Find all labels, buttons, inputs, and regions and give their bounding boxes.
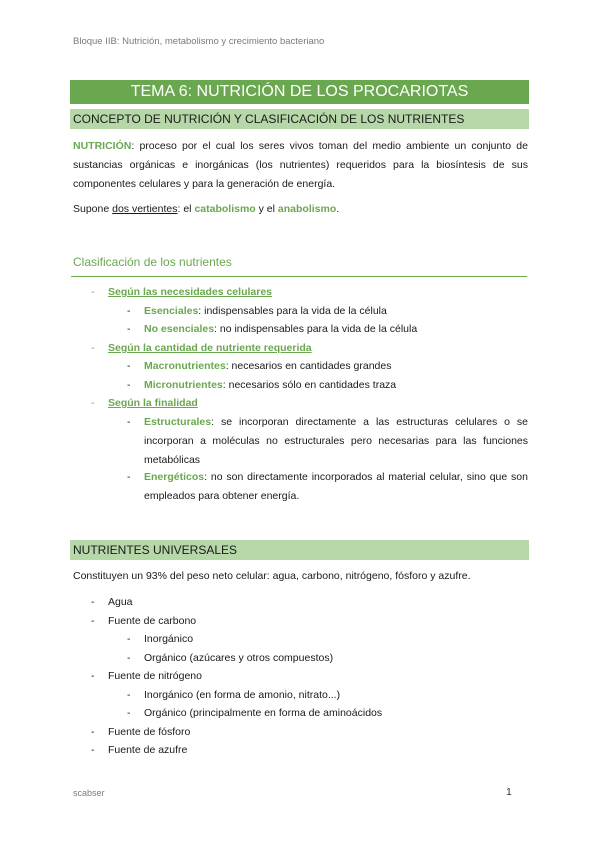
dash-bullet: - [127, 689, 131, 701]
dash-bullet: - [91, 670, 95, 682]
group-label-text: Según las necesidades celulares [108, 286, 273, 298]
period: . [336, 203, 340, 215]
y-el-text: y el [255, 203, 278, 215]
dash-bullet: - [127, 360, 131, 372]
item-desc: : necesarios en cantidades grandes [225, 360, 392, 372]
list-item [144, 302, 528, 321]
dash-bullet: - [127, 652, 131, 664]
dash-bullet: - [91, 596, 95, 608]
list-item [144, 413, 528, 470]
running-header: Bloque IIB: Nutrición, metabolismo y crecimiento bacteriano [73, 36, 325, 47]
dash-bullet: - [127, 323, 131, 335]
dash-bullet: - [127, 379, 131, 391]
footer-author: scabser [73, 788, 105, 798]
item-desc: : indispensables para la vida de la célula [198, 305, 387, 317]
nutricion-definition [73, 137, 528, 194]
dash-bullet: - [127, 633, 131, 645]
dash-bullet: - [127, 707, 131, 719]
dash-bullet: - [91, 726, 95, 738]
supone-paragraph [73, 200, 528, 219]
page-title: TEMA 6: NUTRICIÓN DE LOS PROCARIOTAS [70, 80, 529, 104]
list-item: Fuente de azufre [108, 744, 188, 756]
group-label-text: Según la finalidad [108, 397, 198, 409]
item-desc: : no indispensables para la vida de la célula [214, 323, 418, 335]
dash-bullet: - [91, 744, 95, 756]
dash-bullet: - [91, 342, 95, 354]
list-subitem: Orgánico (principalmente en forma de aminoácidos [144, 707, 383, 719]
dos-vertientes: dos vertientes [112, 203, 178, 215]
nutricion-text: : proceso por el cual los seres vivos toman del medio ambiente un conjunto de sustancias orgánicas e inorgánicas (los nutrientes) requeridos para la biosíntesis de sus componentes celulares y para la generación de energía. [73, 140, 528, 190]
group-label [108, 283, 272, 302]
dash-bullet: - [127, 305, 131, 317]
item-desc: : no son directamente incorporados al material celular, sino que son empleados para obtener energía. [144, 471, 528, 502]
list-item: Agua [108, 596, 133, 608]
list-item [144, 468, 528, 506]
section-heading-universales: NUTRIENTES UNIVERSALES [70, 540, 529, 560]
group-label-text: Según la cantidad de nutriente requerida [108, 342, 312, 354]
anabolismo-term: anabolismo [277, 203, 337, 215]
heading-rule [71, 276, 527, 277]
list-item: Fuente de carbono [108, 615, 197, 627]
item-term: Esenciales [144, 305, 199, 317]
list-item [144, 320, 528, 339]
list-subitem: Inorgánico (en forma de amonio, nitrato...) [144, 689, 341, 701]
dash-bullet: - [91, 286, 95, 298]
dash-bullet: - [91, 397, 95, 409]
item-term: Estructurales [144, 416, 212, 428]
supone-text: Supone [73, 203, 113, 215]
list-subitem: Inorgánico [144, 633, 194, 645]
group-label [108, 339, 312, 358]
supone-mid: : el [177, 203, 195, 215]
dash-bullet: - [127, 416, 131, 428]
dash-bullet: - [91, 615, 95, 627]
item-term: No esenciales [144, 323, 215, 335]
nutricion-term: NUTRICIÓN [73, 140, 132, 152]
universales-intro: Constituyen un 93% del peso neto celular: agua, carbono, nitrógeno, fósforo y azufre. [73, 570, 471, 582]
dash-bullet: - [127, 471, 131, 483]
item-term: Energéticos [144, 471, 205, 483]
item-term: Macronutrientes [144, 360, 226, 372]
item-term: Micronutrientes [144, 379, 223, 391]
group-label [108, 394, 198, 413]
catabolismo-term: catabolismo [194, 203, 256, 215]
list-item [144, 357, 528, 376]
page-number: 1 [506, 786, 512, 798]
item-desc: : necesarios sólo en cantidades traza [222, 379, 397, 391]
list-subitem: Orgánico (azúcares y otros compuestos) [144, 652, 334, 664]
list-item: Fuente de fósforo [108, 726, 191, 738]
list-item: Fuente de nitrógeno [108, 670, 202, 682]
section-heading-concepto: CONCEPTO DE NUTRICIÓN Y CLASIFICACIÓN DE LOS NUTRIENTES [70, 109, 529, 129]
item-desc: : se incorporan directamente a las estructuras celulares o se incorporan a moléculas no estructurales pero necesarias para las funciones metabólicas [144, 416, 528, 466]
list-item [144, 376, 528, 395]
classification-heading: Clasificación de los nutrientes [73, 255, 232, 269]
